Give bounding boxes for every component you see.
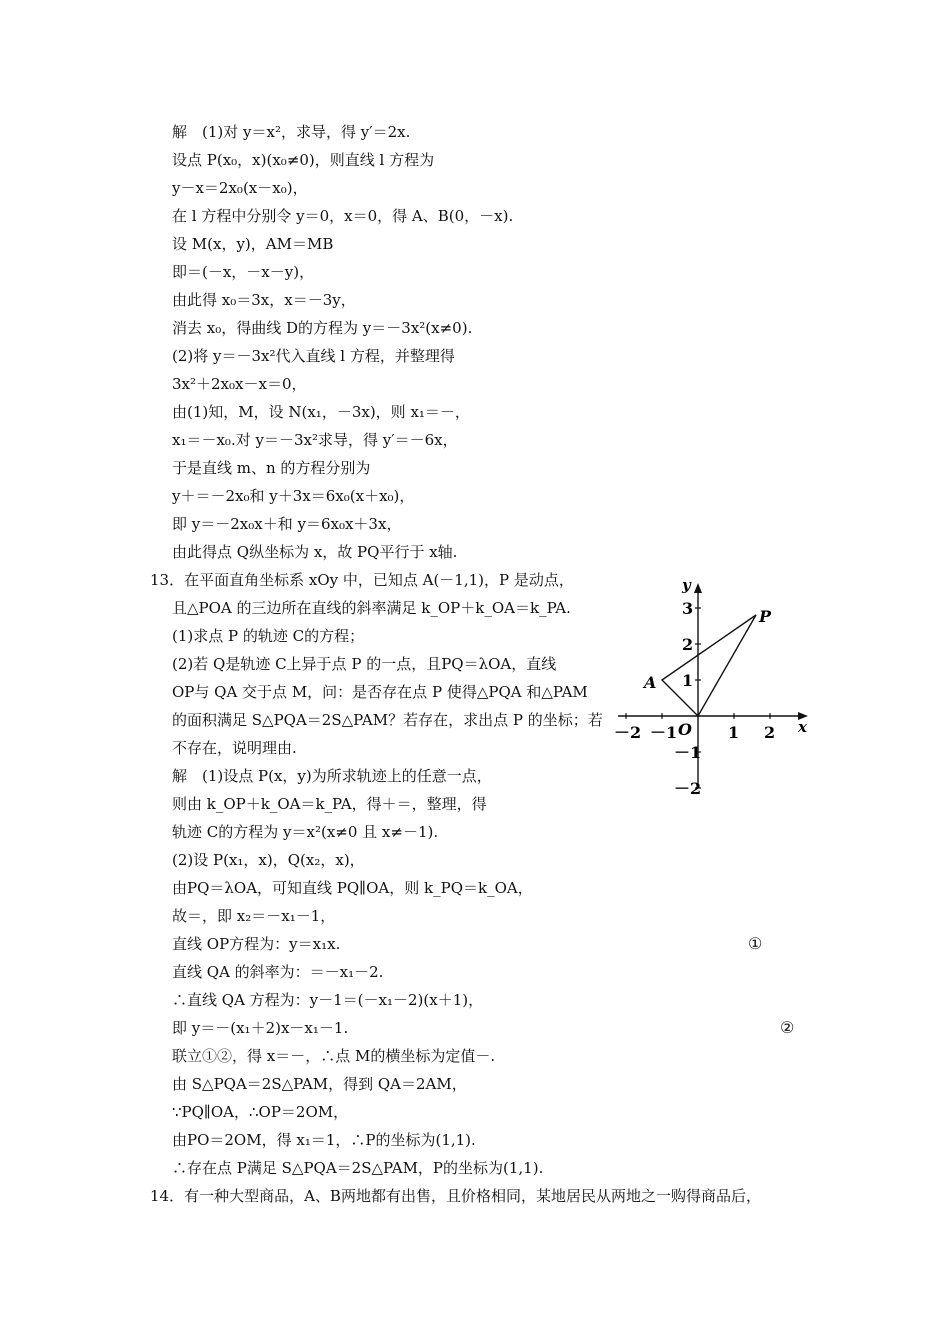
text-line: ∴直线 QA 方程为：y－1＝(－x₁－2)(x＋1)， [172, 991, 484, 1009]
x-axis-label: x [798, 718, 807, 736]
text-line: 轨迹 C的方程为 y＝x²(x≠0 且 x≠－1). [172, 823, 439, 841]
text-line: 解 (1)设点 P(x，y)为所求轨迹上的任意一点， [172, 767, 492, 785]
text-line: 即 y＝－(x₁＋2)x－x₁－1. [172, 1019, 349, 1037]
problem-14-heading: 14．有一种大型商品，A、B两地都有出售，且价格相同，某地居民从两地之一购得商品后， [150, 1187, 761, 1205]
point-p-label: P [759, 607, 772, 626]
text-line: ∴存在点 P满足 S△PQA＝2S△PAM，P的坐标为(1,1). [172, 1159, 544, 1177]
text-line: 于是直线 m、n 的方程分别为 [172, 459, 371, 477]
equation-marker-2: ② [780, 1018, 795, 1037]
text-line: 的面积满足 S△PQA＝2S△PAM？若存在，求出点 P 的坐标；若 [172, 711, 603, 729]
text-line: 由此得 x₀＝3x，x＝－3y， [172, 291, 356, 309]
text-line: 不存在，说明理由. [172, 739, 297, 757]
text-line: 即 y＝－2x₀x＋和 y＝6x₀x＋3x， [172, 515, 402, 533]
text-line: 由(1)知，M，设 N(x₁，－3x)，则 x₁＝－， [172, 403, 470, 421]
text-line: 由此得点 Q纵坐标为 x，故 PQ平行于 x轴. [172, 543, 458, 561]
text-line: (2)若 Q是轨迹 C上异于点 P 的一点，且PQ＝λOA，直线 [172, 655, 557, 673]
text-line: 消去 x₀，得曲线 D的方程为 y＝－3x²(x≠0). [172, 319, 473, 337]
y-tick-label: －1 [674, 743, 702, 762]
y-axis-label: y [682, 576, 691, 594]
text-line: y＋＝－2x₀和 y＋3x＝6x₀(x＋x₀)， [172, 487, 415, 505]
y-tick-label: 1 [682, 671, 694, 690]
text-line: 则由 k_OP＋k_OA＝k_PA，得＋＝，整理，得 [172, 795, 487, 813]
text-line: y－x＝2x₀(x－x₀)， [172, 179, 308, 197]
text-line: 在 l 方程中分别令 y＝0，x＝0，得 A、B(0，－x). [172, 207, 514, 225]
x-tick-label: 1 [728, 723, 740, 742]
point-a-label: A [644, 673, 657, 692]
origin-label: O [678, 720, 692, 739]
text-line: 由PO＝2OM，得 x₁＝1，∴P的坐标为(1,1). [172, 1131, 476, 1149]
text-line: 故＝，即 x₂＝－x₁－1， [172, 907, 336, 925]
problem-13-heading: 13．在平面直角坐标系 xOy 中，已知点 A(－1,1)，P 是动点， [150, 571, 574, 589]
text-line: 由PQ＝λOA，可知直线 PQ∥OA，则 k_PQ＝k_OA， [172, 879, 533, 897]
text-line: 且△POA 的三边所在直线的斜率满足 k_OP＋k_OA＝k_PA. [172, 599, 571, 617]
text-line: 即＝(－x，－x－y)， [172, 263, 315, 281]
text-line: 联立①②，得 x＝－，∴点 M的横坐标为定值－. [172, 1047, 496, 1065]
text-line: 由 S△PQA＝2S△PAM，得到 QA＝2AM， [172, 1075, 467, 1093]
y-tick-label: 3 [682, 599, 694, 618]
y-tick-label: 2 [682, 635, 694, 654]
x-tick-label: 2 [764, 723, 776, 742]
text-line: OP与 QA 交于点 M，问：是否存在点 P 使得△PQA 和△PAM [172, 683, 588, 701]
triangle-poa [662, 615, 756, 716]
text-line: 解 (1)对 y＝x²，求导，得 y′＝2x. [172, 123, 411, 141]
y-axis-arrow [694, 583, 702, 593]
text-line: 3x²＋2x₀x－x＝0， [172, 375, 307, 393]
equation-marker-1: ① [748, 934, 763, 953]
text-line: 直线 OP方程为：y＝x₁x. [172, 935, 341, 953]
text-line: ∵PQ∥OA，∴OP＝2OM， [172, 1103, 349, 1121]
x-tick-label: －1 [650, 723, 678, 742]
y-tick-label: －2 [674, 779, 702, 798]
text-line: x₁＝－x₀.对 y＝－3x²求导，得 y′＝－6x， [172, 431, 458, 449]
text-line: (2)设 P(x₁，x)，Q(x₂，x)， [172, 851, 365, 869]
text-line: 直线 QA 的斜率为：＝－x₁－2. [172, 963, 384, 981]
text-line: (1)求点 P 的轨迹 C的方程； [172, 627, 365, 645]
x-tick-label: －2 [614, 723, 642, 742]
text-line: (2)将 y＝－3x²代入直线 l 方程，并整理得 [172, 347, 455, 365]
coordinate-figure [612, 570, 817, 800]
text-line: 设点 P(x₀，x)(x₀≠0)，则直线 l 方程为 [172, 151, 435, 169]
text-line: 设 M(x，y)，AM＝MB [172, 235, 334, 253]
